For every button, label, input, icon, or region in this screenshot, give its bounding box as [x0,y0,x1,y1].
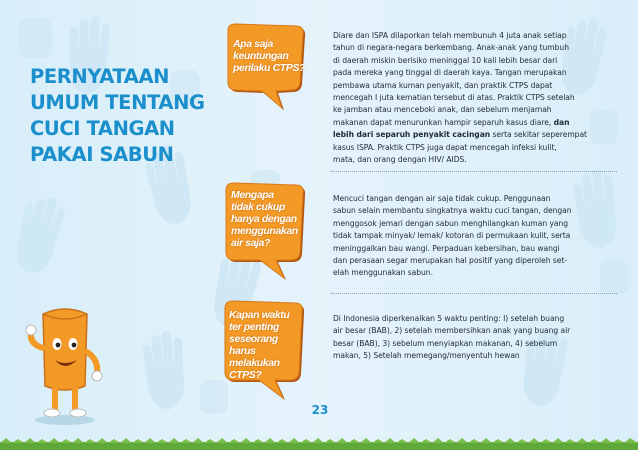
bubble-text-line: CTPS? [229,369,262,381]
text-line: Diare dan ISPA dilaporkan telah membunuh 4 juta anak setiap [333,31,567,40]
bubble-text-line: air saja? [231,237,271,249]
text-line [333,117,620,129]
text-line: tahun di negara-negara berkembang. Anak-anak yang tumbuh [333,43,569,53]
text-line: Di Indonesia diperkenalkan 5 waktu penting: I) setelah buang [333,314,565,323]
text-line: Mencuci tangan dengan air saja tidak cukup. Penggunaan [333,194,551,203]
title-line: UMUM TENTANG [30,91,205,114]
text-line: mencegah I juta kematian tersebut di atas. Praktik CTPS setelah [333,93,575,103]
text-line: meninggalkan bau wangi. Perpaduan kebersihan, bau wangi [333,243,560,253]
question-bubble-why-soap [222,180,308,280]
bubble-text-line: Mengapa [231,189,274,201]
bold-text: dan [553,117,570,127]
title-line: CUCI TANGAN [30,117,175,140]
text-line: sabun selain membantu singkatnya waktu cuci tangan, dengan [333,206,572,216]
bold-text: lebih dari separuh penyakit cacingan [333,130,491,140]
hand-silhouette-icon [141,329,192,412]
bubble-text-line: Kapan waktu [229,309,290,321]
text-line: ke jamban atau menceboki anak, dan sebelum menjamah [333,105,552,115]
bubble-text-line: ter penting [229,321,279,333]
text-line: dan perasaan segar merupakan hal positif yang diperoleh set- [333,256,567,266]
bubble-text-line: seseorang harus [229,333,278,357]
text-line: makan, 5) Setelah memegang/menyentuh hewan [333,351,520,361]
answer-when [333,313,620,363]
text-line: air besar (BAB), 2) setelah membersihkan anak yang buang air [333,326,571,336]
bubble-text-line: hanya dengan [231,213,297,225]
bubble-text-line: tidak cukup [231,201,285,213]
divider [331,171,617,172]
bubble-text-line: menggunakan [231,225,298,237]
text-fragment: serta sekitar seperempat [490,130,587,140]
bubble-text-line: melakukan [229,357,280,369]
text-line [333,129,620,141]
page-number: 23 [311,403,329,417]
question-bubble-benefits [224,22,308,110]
text-line: tidak tampak minyak/ lemak/ kotoran di permukaan kulit, serta [333,231,571,241]
text-line: pembawa utama kuman penyakit, dan praktik CTPS dapat [333,80,553,90]
title-line: PAKAI SABUN [30,143,174,166]
text-line: pada mereka yang tinggal di daerah kaya. Tangan merupakan [333,68,567,78]
bubble-text-line: keuntungan [233,50,289,62]
question-bubble-when [221,298,307,400]
text-line: besar (BAB), 3) sebelum menyiapkan makanan, 4) sebelum [333,338,558,348]
text-line: mata, dan orang dengan HIV/ AIDS. [333,155,467,165]
answer-benefits [333,30,620,166]
grass-strip [0,438,638,450]
text-fragment: makanan dapat menurunkan hampir separuh kasus diare, [333,117,552,127]
bubble-text-line: perilaku CTPS? [233,62,306,74]
text-line: di daerah miskin berisiko meninggal 10 kali lebih besar dari [333,55,558,65]
title-line: PERNYATAAN [30,65,170,88]
divider [331,293,617,294]
answer-why-soap [333,193,620,280]
text-line: kasus ISPA. Praktik CTPS juga dapat mencegah infeksi kulit, [333,142,557,152]
soap-mascot-icon [25,302,105,427]
text-line: elah menggunakan sabun. [333,268,433,278]
hand-silhouette-icon [12,193,67,278]
text-line: menggosok jemari dengan sabun menghilangkan kuman yang [333,218,569,228]
page-title [30,64,220,168]
bubble-text-line: Apa saja [233,38,273,50]
